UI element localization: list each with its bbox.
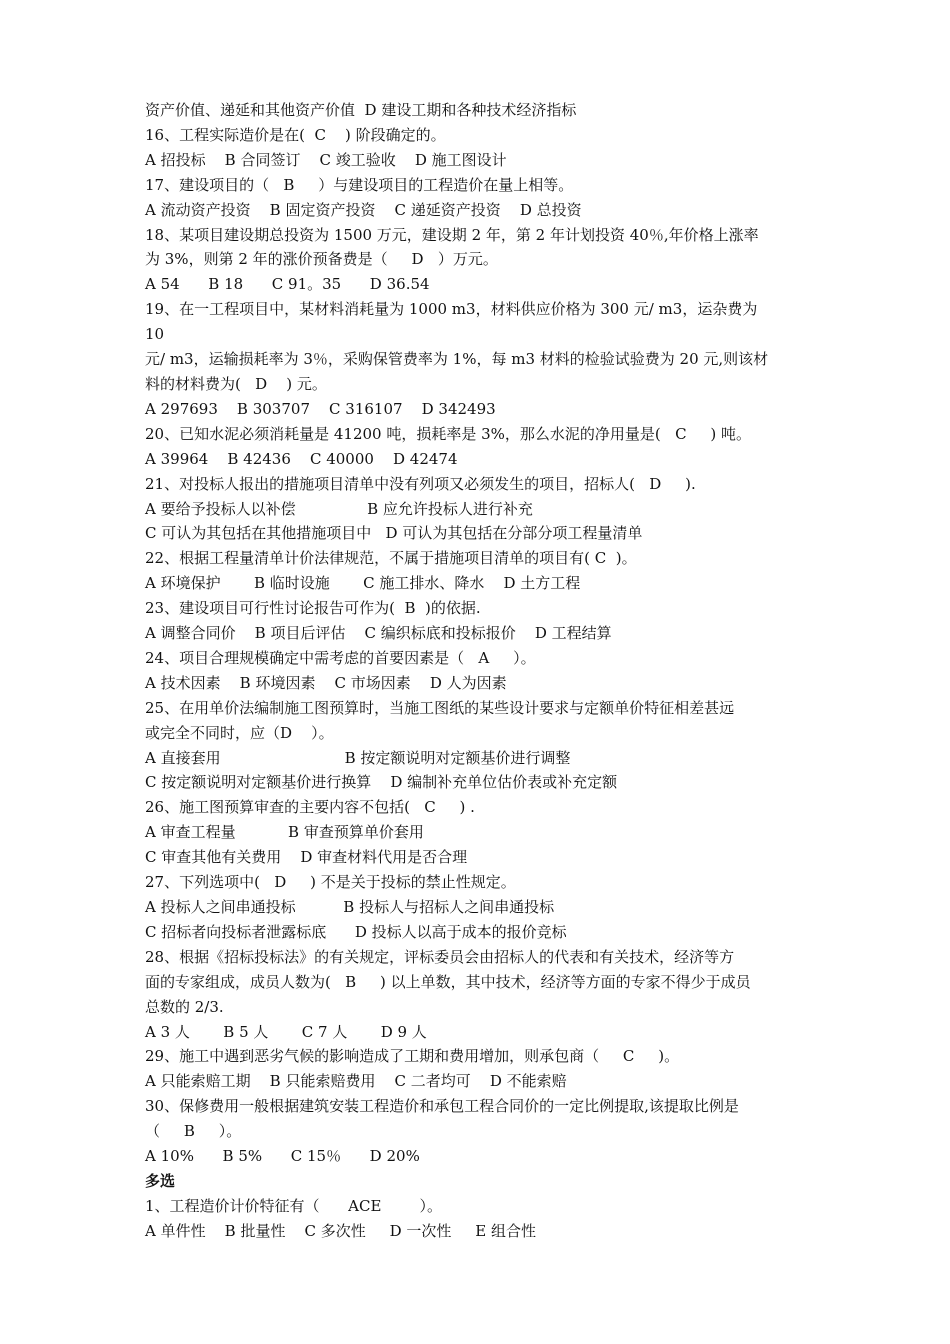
question-25: 25、在用单价法编制施工图预算时，当施工图纸的某些设计要求与定额单价特征相差甚远 [145, 698, 735, 717]
question-22: 22、根据工程量清单计价法律规范，不属于措施项目清单的项目有( C )。 [145, 549, 637, 568]
options-21: A 要给予投标人以补偿 B 应允许投标人进行补充 [145, 499, 533, 518]
options-29: A 只能索赔工期 B 只能索赔费用 C 二者均可 D 不能索赔 [145, 1072, 567, 1091]
question-19-cont: 元/ m3，运输损耗率为 3％，采购保管费率为 1%，每 m3 材料的检验试验费为 20 元,则该材 [145, 350, 769, 369]
options-23: A 调整合同价 B 项目后评估 C 编织标底和投标报价 D 工程结算 [145, 624, 612, 643]
options-26: C 审查其他有关费用 D 审查材料代用是否合理 [145, 848, 468, 867]
multi-question-1: 1、工程造价计价特征有（ ACE ）。 [145, 1196, 443, 1215]
question-17: 17、建设项目的（ B ）与建设项目的工程造价在量上相等。 [145, 175, 574, 194]
options-27: C 招标者向投标者泄露标底 D 投标人以高于成本的报价竞标 [145, 922, 567, 941]
options-26: A 审查工程量 B 审查预算单价套用 [145, 823, 424, 842]
question-18-cont: 为 3%，则第 2 年的涨价预备费是（ D ）万元。 [145, 250, 498, 269]
question-24: 24、项目合理规模确定中需考虑的首要因素是（ A ）。 [145, 648, 536, 667]
question-28-cont: 面的专家组成，成员人数为( B ) 以上单数，其中技术，经济等方面的专家不得少于成员 [145, 972, 751, 991]
options-27: A 投标人之间串通投标 B 投标人与招标人之间串通投标 [145, 898, 555, 916]
text-line: 资产价值、递延和其他资产价值 D 建设工期和各种技术经济指标 [145, 101, 577, 119]
options-18: A 54 B 18 C 91。35 D 36.54 [145, 275, 430, 294]
question-19-cont: 10 [145, 325, 165, 344]
section-heading-multiple-choice: 多选 [145, 1171, 176, 1190]
options-20: A 39964 B 42436 C 40000 D 42474 [145, 449, 458, 468]
question-30: 30、保修费用一般根据建筑安装工程造价和承包工程合同价的一定比例提取,该提取比例是 [145, 1097, 739, 1116]
question-18: 18、某项目建设期总投资为 1500 万元，建设期 2 年，第 2 年计划投资 40％,年价格上涨率 [145, 225, 759, 244]
question-19-cont: 料的材料费为( D ) 元。 [145, 374, 327, 393]
question-26: 26、施工图预算审查的主要内容不包括( C ) . [145, 798, 475, 817]
options-24: A 技术因素 B 环境因素 C 市场因素 D 人为因素 [145, 673, 507, 692]
question-28-cont: 总数的 2/3. [145, 997, 224, 1016]
question-23: 23、建设项目可行性讨论报告可作为( B )的依据. [145, 599, 481, 618]
question-30-cont: （ B ）。 [145, 1122, 242, 1141]
question-27: 27、下列选项中( D ) 不是关于投标的禁止性规定。 [145, 873, 516, 892]
document-page [145, 98, 815, 1244]
options-30: A 10% B 5% C 15％ D 20% [145, 1147, 420, 1166]
options-22: A 环境保护 B 临时设施 C 施工排水、降水 D 土方工程 [145, 574, 581, 593]
options-25: C 按定额说明对定额基价进行换算 D 编制补充单位估价表或补充定额 [145, 773, 618, 792]
question-20: 20、已知水泥必须消耗量是 41200 吨，损耗率是 3%，那么水泥的净用量是( C ) 吨。 [145, 424, 752, 443]
options-28: A 3 人 B 5 人 C 7 人 D 9 人 [145, 1022, 427, 1041]
question-28: 28、根据《招标投标法》的有关规定，评标委员会由招标人的代表和有关技术，经济等方 [145, 947, 735, 966]
question-29: 29、施工中遇到恶劣气候的影响造成了工期和费用增加，则承包商（ C )。 [145, 1047, 680, 1066]
options-21: C 可认为其包括在其他措施项目中 D 可认为其包括在分部分项工程量清单 [145, 524, 643, 543]
question-19: 19、在一工程项目中，某材料消耗量为 1000 m3，材料供应价格为 300 元/ m3，运杂费为 [145, 300, 758, 319]
options-25: A 直接套用 B 按定额说明对定额基价进行调整 [145, 748, 571, 767]
question-25-cont: 或完全不同时，应（D ）。 [145, 723, 334, 742]
question-16: 16、工程实际造价是在( C ) 阶段确定的。 [145, 125, 446, 144]
multi-options-1: A 单件性 B 批量性 C 多次性 D 一次性 E 组合性 [145, 1221, 536, 1240]
options-19: A 297693 B 303707 C 316107 D 342493 [145, 399, 496, 418]
question-21: 21、对投标人报出的措施项目清单中没有列项又必须发生的项目，招标人( D ). [145, 474, 696, 493]
options-16: A 招投标 B 合同签订 C 竣工验收 D 施工图设计 [145, 150, 507, 169]
options-17: A 流动资产投资 B 固定资产投资 C 递延资产投资 D 总投资 [145, 200, 582, 219]
